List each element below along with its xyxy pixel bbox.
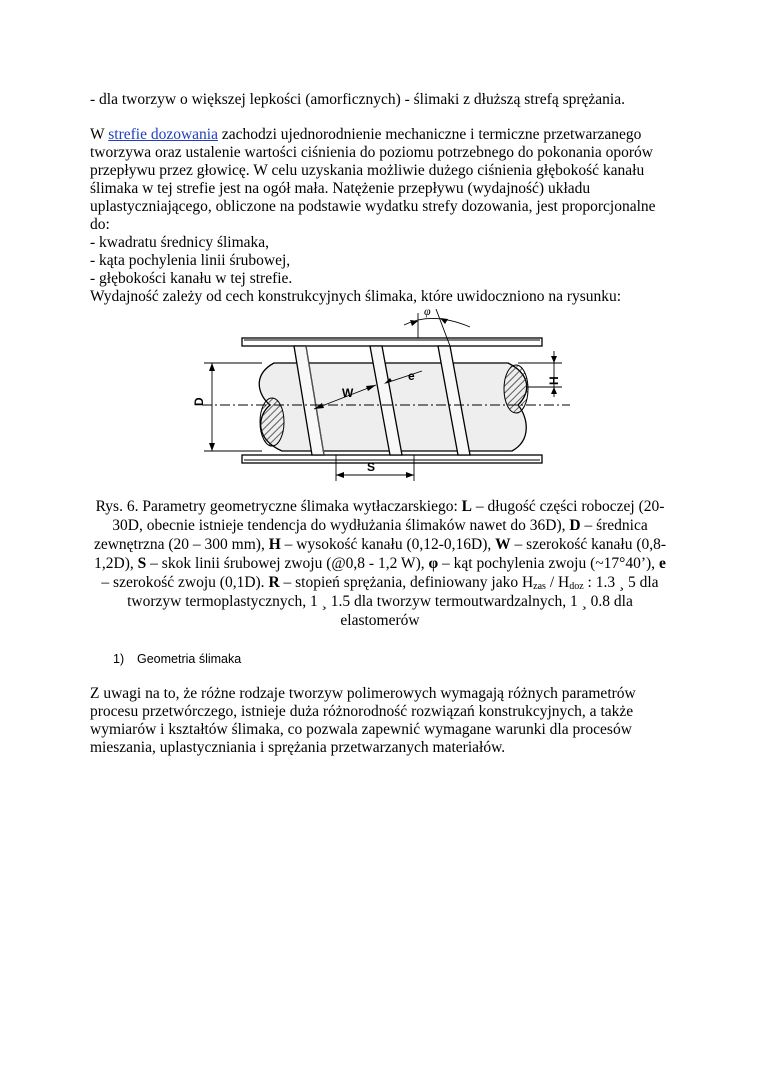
geometry-paragraph [90,685,690,757]
list-item: - kwadratu średnicy ślimaka, [90,234,270,251]
intro-paragraph [90,91,690,109]
caption-text: Rys. 6. Parametry geometryczne ślimaka wytłaczarskiego: [95,498,462,515]
para2-prefix: W [90,126,109,143]
para3-line4: mieszania, uplastyczniania i sprężania przetwarzanych materiałów. [90,739,506,756]
para2-line10: Wydajność zależy od cech konstrukcyjnych ślimaka, które uwidoczniono na rysunku: [90,288,622,305]
para3-line3: wymiarów i kształtów ślimaka, co pozwala zapewnić wymagane warunki dla procesów [90,721,632,738]
screw-diagram [182,305,578,488]
para2-line2: tworzywa oraz ustalenie wartości ciśnienia do poziomu potrzebnego do pokonania oporów [90,144,653,161]
para2-line1: zachodzi ujednorodnienie mechaniczne i termiczne przetwarzanego [217,126,642,143]
para2-line4: ślimaka w tej strefie jest na ogół mała. Natężenie przepływu (wydajność) układu [90,180,591,197]
list-item: - głębokości kanału w tej strefie. [90,270,293,287]
caption-term-S: S [137,555,147,572]
caption-text: – długość części roboczej (20-30D, obecnie istnieje tendencja do wydłużania ślimaków nawet do 36D), [112,498,665,534]
label-W: W [342,386,354,400]
caption-term-e: e [658,555,666,572]
para2-line5: uplastyczniającego, obliczone na podstawie wydatku strefy dozowania, jest proporcjonalne [90,198,656,215]
intro-line: - dla tworzyw o większej lepkości (amorficznych) - ślimaki z dłuższą strefą sprężania. [90,91,625,108]
right-section-hatch [504,365,528,413]
caption-text: – skok linii śrubowej zwoju (@0,8 - 1,2 W), [146,555,429,572]
barrel-bottom-wall [242,455,542,463]
list-item: - kąta pochylenia linii śrubowej, [90,252,291,269]
para2-line3: przepływu przez głowicę. W celu uzyskania możliwie dużego ciśnienia głębokość kanału [90,162,645,179]
caption-term-phi: φ [428,555,439,572]
caption-text: – szerokość kanału (0,8-1,2D), [94,536,667,572]
caption-term-L: L [461,498,473,515]
caption-text: – średnica zewnętrzna (20 – 300 mm), [93,517,648,553]
barrel-top-wall [242,338,542,346]
dosing-zone-paragraph [90,126,690,306]
caption-text: / H [545,574,570,591]
section-title: Geometria ślimaka [137,652,242,666]
dimension-D [192,363,262,451]
section-number: 1) [113,652,125,666]
caption-term-W: W [495,536,511,553]
figure-caption [92,497,668,630]
label-phi: φ [424,305,431,318]
para2-line6: do: [90,216,110,233]
caption-text: – kąt pochylenia zwoju (~17°40’), [438,555,659,572]
label-S: S [367,460,376,474]
caption-text: – wysokość kanału (0,12-0,16D), [280,536,496,553]
caption-text: – stopień sprężania, definiowany jako H [279,574,534,591]
subscript-zas: zas [533,581,546,592]
dosing-zone-link[interactable]: strefie dozowania [108,126,218,143]
label-e: e [408,369,415,383]
label-H: H [547,376,561,385]
caption-text: : 1.3 ¸ 5 dla tworzyw termoplastycznych, 1 ¸ 1.5 dla tworzyw termoutwardzalnych, 1 ¸ 0.8 dla elastomerów [127,574,659,629]
para3-line2: procesu przetwórczego, istnieje duża różnorodność rozwiązań konstrukcyjnych, a także [90,703,634,720]
subscript-doz: doz [569,581,584,592]
caption-term-H: H [268,536,281,553]
caption-term-R: R [268,574,280,591]
caption-text: – szerokość zwoju (0,1D). [101,574,269,591]
label-D: D [192,397,206,406]
para3-line1: Z uwagi na to, że różne rodzaje tworzyw polimerowych wymagają różnych parametrów [90,685,636,702]
section-heading [113,652,241,666]
caption-term-D: D [569,517,581,534]
